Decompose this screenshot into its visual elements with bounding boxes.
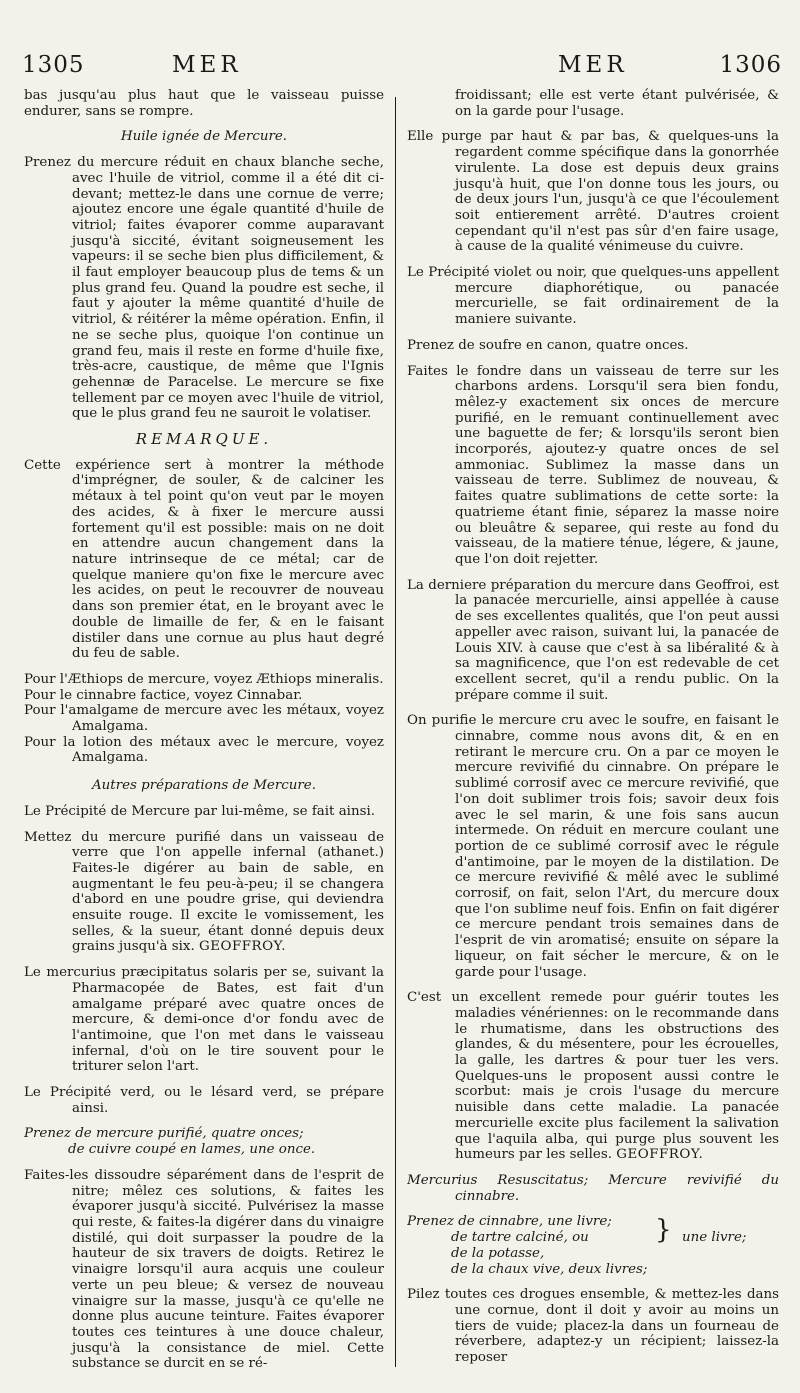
paragraph: Prenez du mercure réduit en chaux blanche seche, avec l'huile de vitriol, comme il a été dit ci-devant; mettez-le dans une cornue de verre; ajoutez encore une égale quantité d'huile de vitriol; faites évaporer comme auparavant jusqu'à siccité, évitant soigneusement les vapeurs: il se seche bien plus difficilement, & il faut employer beaucoup plus de tems & un plus grand feu. Quand la poudre est seche, il faut y ajouter la même quantité d'huile de vitriol, & réitérer la même opération. Enfin, il ne se seche plus, quoique l'on continue un grand feu, mais il reste en forme d'huile fixe, très-acre, caustique, de même que l'Ignis gehennæ de Paracelse. Le mercure se fixe tellement par ce moyen avec l'huile de vitriol, que le plus grand feu ne sauroit le volatiser. [24, 155, 384, 422]
cross-reference: Pour la lotion des métaux avec le mercure, voyez Amalgama. [24, 734, 384, 766]
recipe-line: Prenez de mercure purifié, quatre onces; [24, 1126, 304, 1142]
paragraph: Elle purge par haut & par bas, & quelques-uns la regardent comme spécifique dans la gonorrhée virulente. La dose est depuis deux grains jusqu'à huit, que l'on donne tous les jours, ou de deux jours l'un, jusqu'à ce que l'écoulement soit entierement arrêté. D'autres croient cependant qu'il n'est pas sûr d'en faire usage, à cause de la qualité vénimeuse du cuivre. [407, 129, 779, 255]
paragraph: Prenez de soufre en canon, quatre onces. [407, 337, 689, 353]
page-number-left: 1305 [22, 52, 85, 78]
paragraph: Pilez toutes ces drogues ensemble, & mettez-les dans une cornue, dont il doit y avoir au moins un tiers de vuide; placez-la dans un fourneau de réverbere, adaptez-y un récipient; laissez-la reposer [407, 1287, 779, 1366]
paragraph: Faites-les dissoudre séparément dans de l'esprit de nitre; mêlez ces solutions, & faites les évaporer jusqu'à siccité. Pulvérisez la masse qui reste, & faites-la digérer dans du vinaigre distilé, qui doit surpasser la poudre de la hauteur de six travers de doigts. Retirez le vinaigre lorsqu'il aura acquis une couleur verte un peu bleue; & versez de nouveau vinaigre sur la masse, jusqu'à ce qu'elle ne donne plus aucune teinture. Faites évaporer toutes ces teintures à une douce chaleur, jusqu'à la consistance de miel. Cette substance se durcit en se ré- [24, 1167, 384, 1372]
recipe-line: de cuivre coupé en lames, une once. [68, 1142, 316, 1158]
paragraph: bas jusqu'au plus haut que le vaisseau puisse endurer, sans se rompre. [24, 88, 384, 119]
section-heading: Autres préparations de Mercure. [92, 778, 316, 794]
recipe-line: Prenez de cinnabre, une livre; [407, 1214, 612, 1230]
recipe-line: de tartre calciné, ou [451, 1230, 589, 1246]
paragraph: Le Précipité de Mercure par lui-même, se fait ainsi. [24, 803, 376, 819]
paragraph: Le mercurius præcipitatus solaris per se, suivant la Pharmacopée de Bates, est fait d'un amalgame préparé avec quatre onces de mercure, & demi-once d'or fondu avec de l'antimoine, que l'on met dans le vaisseau infernal, d'où on le tire souvent pour le triturer selon l'art. [24, 965, 384, 1075]
paragraph: froidissant; elle est verte étant pulvérisée, & on la garde pour l'usage. [455, 88, 779, 119]
paragraph: Cette expérience sert à montrer la méthode d'imprégner, de souler, & de calciner les métaux à tel point qu'on veut par le moyen des acides, & à fixer le mercure aussi fortement qu'il est possible: mais on ne doit en attendre aucun changement dans la nature intrinseque de ce métal; car de quelque maniere qu'on fixe le mercure avec les acides, on peut le recouvrer de nouveau dans son premier état, en le broyant avec le double de limaille de fer, & en le faisant distiler dans une cornue au plus haut degré du feu de sable. [24, 457, 384, 662]
paragraph [407, 990, 779, 1163]
page-number-right: 1306 [719, 52, 782, 78]
running-title-right: MER [558, 52, 628, 78]
paragraph: Faites le fondre dans un vaisseau de terre sur les charbons ardens. Lorsqu'il sera bien fondu, mêlez-y exactement six onces de mercure purifié, en le remuant continuellement avec une baguette de fer; & lorsqu'ils seront bien incorporés, ajoutez-y quatre onces de sel ammoniac. Sublimez la masse dans un vaisseau de terre. Sublimez de nouveau, & faites quatre sublimations de cette sorte: la quatrieme étant finie, séparez la masse noire ou bleuâtre & separee, qui reste au fond du vaisseau, de la matiere ténue, légere, & jaune, que l'on doit rejetter. [407, 363, 779, 567]
cross-reference: Pour le cinnabre factice, voyez Cinnabar. [24, 687, 303, 703]
recipe-line: de la potasse, [451, 1245, 545, 1261]
section-heading: Mercurius Resuscitatus; Mercure revivifié du cinnabre. [407, 1173, 779, 1204]
paragraph [24, 830, 384, 956]
paragraph: On purifie le mercure cru avec le soufre, en faisant le cinnabre, comme nous avons dit, & en en retirant le mercure cru. On a par ce moyen le mercure revivifié du cinnabre. On prépare le sublimé corrosif avec ce mercure revivifié, que l'on doit sublimer trois fois; savoir deux fois avec le sel marin, & une fois sans aucun intermede. On réduit en mercure coulant une portion de ce sublimé corrosif avec le régule d'antimoine, par le moyen de la distilation. De ce mercure revivifié & mêlé avec le sublimé corrosif, on fait, selon l'Art, du mercure doux que l'on sublime neuf fois. Enfin on fait digérer ce mercure pendant trois semaines dans de l'esprit de vin aromatisé; ensuite on sépare la liqueur, on fait sécher le mercure, & on le garde pour l'usage. [407, 713, 779, 980]
paragraph: La derniere préparation du mercure dans Geoffroi, est la panacée mercurielle, ainsi appellée à cause de ses excellentes qualités, que l'on peut aussi appeller avec raison, suivant lui, la panacée de Louis XIV. à cause que c'est à sa libéralité & à sa magnificence, que l'on est redevable de cet excellent secret, qu'il a rendu public. On la prépare comme il suit. [407, 577, 779, 703]
recipe [24, 1126, 384, 1157]
section-heading: Huile ignée de Mercure. [120, 129, 288, 145]
remark-heading: REMARQUE. [135, 430, 273, 449]
paragraph-text: C'est un excellent remede pour guérir toutes les maladies vénériennes: on le recommande dans le rhumatisme, dans les obstructions des glandes, & du mésentere, pour les écrouelles, la galle, les dartres & pour tuer les vers. Quelques-uns le proposent aussi contre le scorbut: mais je crois l'usage du mercure nuisible dans cette maladie. La panacée mercurielle excite plus facilement la salivation que l'aquila alba, qui purge plus souvent les humeurs par les selles. [407, 990, 779, 1163]
author-signature: GEOFFROY. [616, 1147, 704, 1163]
page-header [0, 52, 800, 90]
paragraph: Le Précipité verd, ou le lésard verd, se prépare ainsi. [24, 1085, 384, 1116]
column-divider [395, 97, 396, 1367]
right-column [407, 88, 779, 1376]
cross-reference: Pour l'amalgame de mercure avec les métaux, voyez Amalgama. [24, 703, 384, 735]
paragraph-text: Mettez du mercure purifié dans un vaisseau de verre que l'on appelle infernal (athanet.) Faites-le digérer au bain de sable, en augmentant le feu peu-à-peu; il se changera d'abord en une poudre grise, qui deviendra ensuite rouge. Il excite le vomissement, les selles, & la sueur, étant donné depuis deux grains jusqu'à six. [24, 829, 384, 955]
recipe [407, 1214, 779, 1277]
recipe-line: de la chaux vive, deux livres; [451, 1261, 648, 1277]
author-signature: GEOFFROY. [199, 939, 286, 955]
brace-glyph: } [655, 1215, 672, 1246]
cross-reference: Pour l'Æthiops de mercure, voyez Æthiops mineralis. [24, 671, 384, 687]
left-column [24, 88, 384, 1382]
running-title-left: MER [172, 52, 242, 78]
recipe-quantity: une livre; [682, 1230, 747, 1246]
paragraph: Le Précipité violet ou noir, que quelques-uns appellent mercure diaphorétique, ou panacée mercurielle, se fait ordinairement de la maniere suivante. [407, 265, 779, 328]
